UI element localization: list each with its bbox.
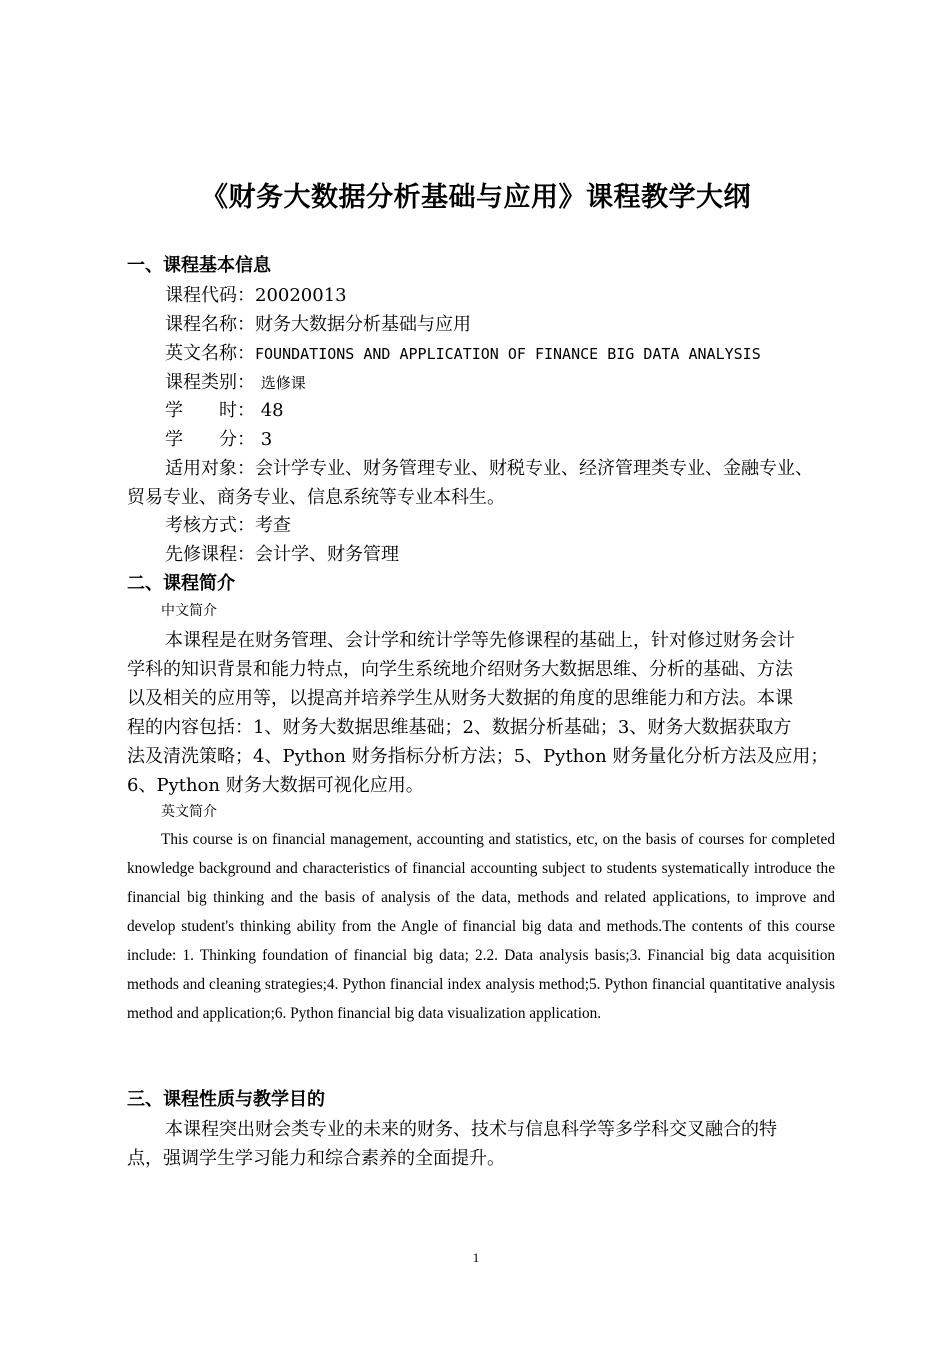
course-type-label: 课程类别： [165,372,255,393]
nature-purpose-line: 本课程突出财会类专业的未来的财务、技术与信息科学等多学科交叉融合的特 [165,1119,777,1140]
hours-label-a: 学 [165,400,183,421]
assessment-value: 考查 [255,515,291,536]
credits-label-a: 学 [165,429,183,450]
chinese-intro-line: 6、Python 财务大数据可视化应用。 [127,775,424,796]
course-name-row [165,310,471,336]
prerequisite-row [165,540,399,566]
hours-row [165,396,284,422]
target-audience-line-1: 适用对象：会计学专业、财务管理专业、财税专业、经济管理类专业、金融专业、 [165,458,813,479]
target-audience-line-2: 贸易专业、商务专业、信息系统等专业本科生。 [127,487,505,508]
page-title: 《财务大数据分析基础与应用》课程教学大纲 [201,182,751,213]
nature-purpose-line: 点，强调学生学习能力和综合素养的全面提升。 [127,1148,505,1169]
prerequisite-label: 先修课程： [165,544,255,565]
chinese-intro-line: 法及清洗策略；4、Python 财务指标分析方法；5、Python 财务量化分析方法及应用； [127,746,829,767]
hours-value: 48 [260,400,284,421]
chinese-intro-line: 学科的知识背景和能力特点，向学生系统地介绍财务大数据思维、分析的基础、方法 [127,659,793,680]
english-intro-label: 英文简介 [161,804,217,820]
course-code-label: 课程代码： [165,285,255,306]
chinese-intro-line: 以及相关的应用等，以提高并培养学生从财务大数据的角度的思维能力和方法。本课 [127,688,793,709]
credits-label-b: 分： [219,429,255,450]
english-name-value: FOUNDATIONS AND APPLICATION OF FINANCE BIG DATA ANALYSIS [255,345,761,363]
course-code-value: 20020013 [255,285,347,306]
english-name-row [165,339,761,365]
assessment-row [165,511,291,537]
course-type-value: 选修课 [260,374,306,392]
course-name-label: 课程名称： [165,314,255,335]
course-name-value: 财务大数据分析基础与应用 [255,314,471,335]
course-type-row [165,368,306,394]
chinese-intro-line: 程的内容包括：1、财务大数据思维基础；2、数据分析基础；3、财务大数据获取方 [127,717,792,738]
english-name-label: 英文名称： [165,343,255,364]
hours-label-b: 时： [219,400,255,421]
section-heading-basic-info: 一、课程基本信息 [127,255,271,276]
section-heading-intro: 二、课程简介 [127,573,235,594]
chinese-intro-line: 本课程是在财务管理、会计学和统计学等先修课程的基础上，针对修过财务会计 [165,630,795,651]
prerequisite-value: 会计学、财务管理 [255,544,399,565]
english-intro-paragraph: This course is on financial management, accounting and statistics, etc, on the basis of courses for completed knowledge background and characteristics of financial accounting subject to students systematically introduce the financial big thinking and the basis of analysis of the data, methods and related applications, to improve and develop student's thinking ability from the Angle of financial big data and methods.The contents of this course include: 1. Thinking foundation of financial big data; 2.2. Data analysis basis;3. Financial big data acquisition methods and cleaning strategies;4. Python financial index analysis method;5. Python financial quantitative analysis method and application;6. Python financial big data visualization application. [127,831,835,1022]
credits-value: 3 [260,429,273,450]
page-number: 1 [472,1250,480,1265]
section-heading-nature-purpose: 三、课程性质与教学目的 [127,1089,325,1110]
chinese-intro-label: 中文简介 [161,603,217,619]
credits-row [165,425,272,451]
course-code-row [165,281,347,307]
assessment-label: 考核方式： [165,515,255,536]
